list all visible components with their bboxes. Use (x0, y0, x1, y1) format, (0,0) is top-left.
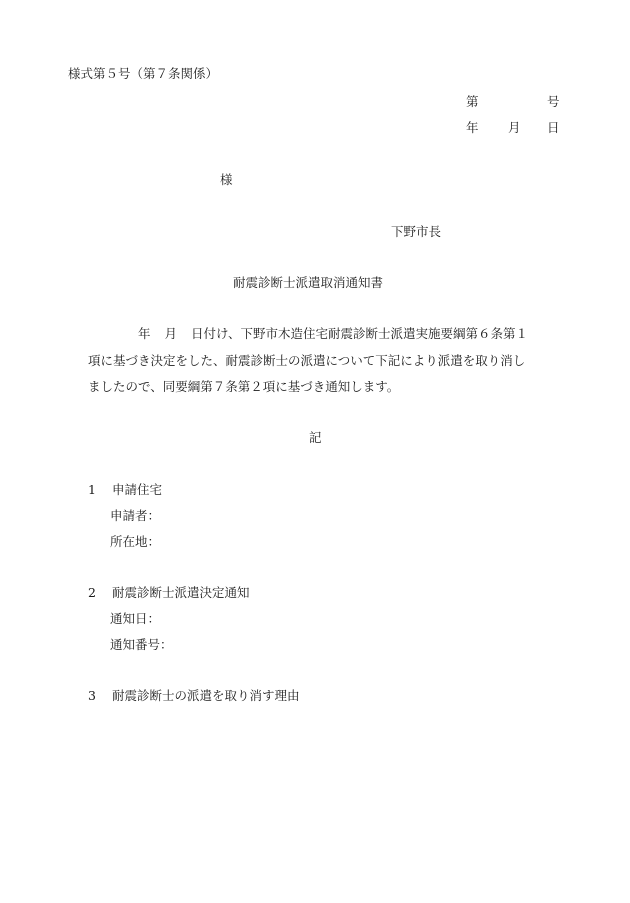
body-year: 年 (138, 326, 151, 341)
number-suffix: 号 (547, 94, 560, 109)
item-1 (88, 484, 162, 497)
item-3 (88, 690, 299, 703)
date-day: 日 (547, 120, 560, 135)
item-1-heading: 申請住宅 (111, 482, 162, 497)
issuer-name: 下野市長 (391, 224, 442, 239)
number-prefix: 第 (466, 94, 479, 109)
body-line-1 (138, 328, 528, 341)
body-line-1-text: 日付け、下野市木造住宅耐震診断士派遣実施要綱第６条第１ (191, 326, 529, 341)
item-1-applicant: 申請者： (110, 508, 161, 523)
addressee-suffix: 様 (220, 172, 233, 187)
item-3-heading: 耐震診断士の派遣を取り消す理由 (111, 688, 300, 703)
item-2-heading: 耐震診断士派遣決定通知 (111, 585, 250, 600)
item-2-notice-number: 通知番号： (110, 637, 173, 652)
ki-marker: 記 (309, 430, 322, 445)
form-label: 様式第５号（第７条関係） (68, 66, 219, 81)
item-3-number: 3 (88, 688, 96, 703)
item-1-number: 1 (88, 482, 96, 497)
body-month: 月 (164, 326, 178, 341)
item-1-location: 所在地： (110, 534, 161, 549)
document-title: 耐震診断士派遣取消通知書 (233, 275, 384, 290)
body-line-2: 項に基づき決定をした、耐震診断士の派遣について下記により派遣を取り消し (88, 353, 526, 368)
item-2 (88, 587, 249, 600)
item-2-notice-date: 通知日： (110, 611, 161, 626)
date-month: 月 (508, 120, 521, 135)
date-year: 年 (466, 120, 479, 135)
item-2-number: 2 (88, 585, 96, 600)
body-line-3: ましたので、同要綱第７条第２項に基づき通知します。 (88, 379, 400, 394)
